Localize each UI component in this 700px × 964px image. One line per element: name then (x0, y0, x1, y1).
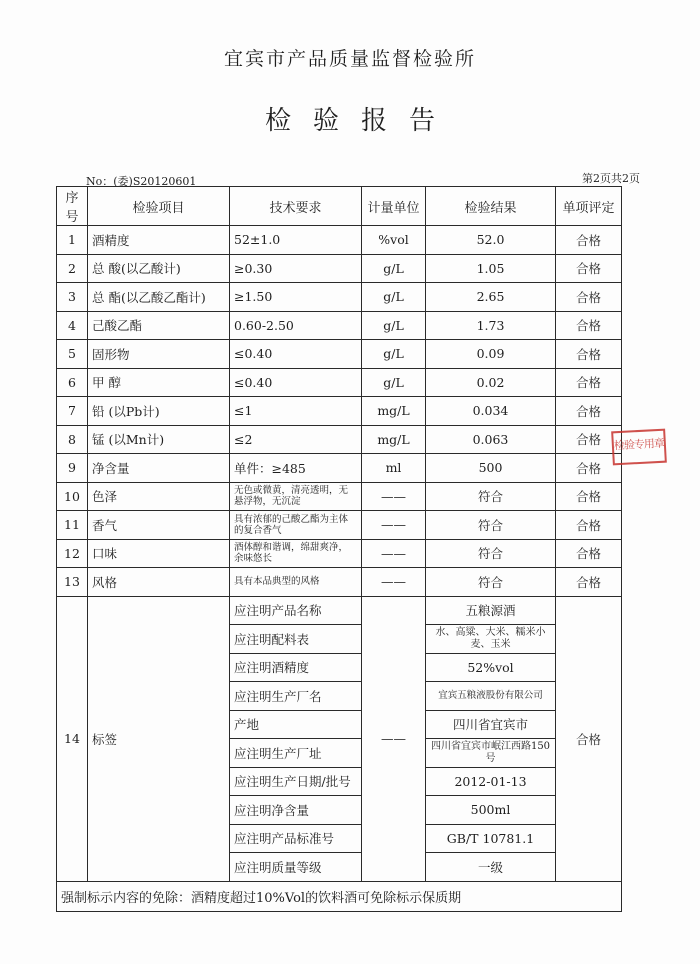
row-requirement: ≤0.40 (230, 340, 362, 369)
row-number: 9 (57, 454, 88, 483)
row-item: 己酸乙酯 (88, 311, 230, 340)
label-requirement: 应注明生产厂址 (230, 739, 362, 768)
col-header-no: 序号 (57, 187, 88, 226)
row-result: 500 (426, 454, 556, 483)
row-evaluation: 合格 (556, 596, 622, 881)
label-requirement: 应注明生产厂名 (230, 682, 362, 711)
row-unit: —— (362, 482, 426, 511)
row-result: 0.063 (426, 425, 556, 454)
row-result: 符合 (426, 482, 556, 511)
label-result: 500ml (426, 796, 556, 825)
row-evaluation: 合格 (556, 482, 622, 511)
label-result: 52%vol (426, 653, 556, 682)
row-number: 6 (57, 368, 88, 397)
col-header-evaluation: 单项评定 (556, 187, 622, 226)
row-unit: ml (362, 454, 426, 483)
page-indicator: 第2页共2页 (582, 172, 640, 185)
row-unit: —— (362, 596, 426, 881)
row-result: 0.09 (426, 340, 556, 369)
row-unit: g/L (362, 283, 426, 312)
table-header-row (57, 187, 622, 226)
label-result: 五粮源酒 (426, 596, 556, 625)
col-header-result: 检验结果 (426, 187, 556, 226)
row-item: 标签 (88, 596, 230, 881)
table-row (57, 368, 622, 397)
row-number: 4 (57, 311, 88, 340)
row-item: 总 酸(以乙酸计) (88, 254, 230, 283)
row-item: 酒精度 (88, 226, 230, 255)
row-number: 2 (57, 254, 88, 283)
report-number: No：(委)S20120601 (86, 175, 197, 188)
row-unit: g/L (362, 340, 426, 369)
row-result: 0.034 (426, 397, 556, 426)
row-unit: mg/L (362, 425, 426, 454)
organization-name: 宜宾市产品质量监督检验所 (223, 48, 476, 70)
row-number: 8 (57, 425, 88, 454)
row-requirement: 0.60-2.50 (230, 311, 362, 340)
row-evaluation: 合格 (556, 454, 622, 483)
row-evaluation: 合格 (556, 568, 622, 597)
row-unit: mg/L (362, 397, 426, 426)
row-requirement: 52±1.0 (230, 226, 362, 255)
col-header-requirement: 技术要求 (230, 187, 362, 226)
inspection-table (56, 186, 622, 912)
row-requirement: 具有浓郁的己酸乙酯为主体的复合香气 (230, 511, 362, 540)
row-requirement: 具有本品典型的风格 (230, 568, 362, 597)
col-header-unit: 计量单位 (362, 187, 426, 226)
row-result: 1.73 (426, 311, 556, 340)
row-number: 7 (57, 397, 88, 426)
label-requirement: 产地 (230, 710, 362, 739)
row-number: 5 (57, 340, 88, 369)
exemption-row (57, 881, 622, 911)
row-evaluation: 合格 (556, 226, 622, 255)
table-row (57, 311, 622, 340)
row-result: 符合 (426, 511, 556, 540)
table-row (57, 454, 622, 483)
table-row (57, 283, 622, 312)
row-result: 52.0 (426, 226, 556, 255)
row-item: 铅 (以Pb计) (88, 397, 230, 426)
row-requirement: ≤0.40 (230, 368, 362, 397)
row-evaluation: 合格 (556, 425, 622, 454)
label-requirement: 应注明生产日期/批号 (230, 767, 362, 796)
row-requirement: ≥1.50 (230, 283, 362, 312)
label-entry-row (57, 596, 622, 625)
row-unit: —— (362, 539, 426, 568)
row-evaluation: 合格 (556, 539, 622, 568)
row-item: 锰 (以Mn计) (88, 425, 230, 454)
row-item: 色泽 (88, 482, 230, 511)
row-item: 固形物 (88, 340, 230, 369)
label-requirement: 应注明酒精度 (230, 653, 362, 682)
table-row (57, 511, 622, 540)
table-row (57, 226, 622, 255)
row-unit: g/L (362, 368, 426, 397)
row-unit: g/L (362, 254, 426, 283)
label-result: 一级 (426, 853, 556, 882)
inspection-stamp: 检验专用章 (611, 429, 667, 466)
row-evaluation: 合格 (556, 311, 622, 340)
row-evaluation: 合格 (556, 283, 622, 312)
row-evaluation: 合格 (556, 397, 622, 426)
row-number: 11 (57, 511, 88, 540)
row-unit: —— (362, 568, 426, 597)
row-result: 1.05 (426, 254, 556, 283)
report-title: 检验报告 (264, 106, 457, 136)
table-row (57, 340, 622, 369)
table-row (57, 568, 622, 597)
row-requirement: ≥0.30 (230, 254, 362, 283)
row-number: 3 (57, 283, 88, 312)
table-row (57, 254, 622, 283)
row-unit: g/L (362, 311, 426, 340)
label-result: GB/T 10781.1 (426, 824, 556, 853)
row-requirement: 酒体醇和谐调，绵甜爽净，余味悠长 (230, 539, 362, 568)
label-requirement: 应注明净含量 (230, 796, 362, 825)
row-number: 14 (57, 596, 88, 881)
row-number: 1 (57, 226, 88, 255)
label-result: 四川省宜宾市岷江西路150号 (426, 739, 556, 768)
col-header-item: 检验项目 (88, 187, 230, 226)
row-result: 符合 (426, 568, 556, 597)
row-result: 符合 (426, 539, 556, 568)
label-requirement: 应注明质量等级 (230, 853, 362, 882)
row-result: 0.02 (426, 368, 556, 397)
row-number: 13 (57, 568, 88, 597)
row-number: 12 (57, 539, 88, 568)
table-row (57, 397, 622, 426)
row-number: 10 (57, 482, 88, 511)
row-evaluation: 合格 (556, 340, 622, 369)
row-item: 净含量 (88, 454, 230, 483)
row-item: 总 酯(以乙酸乙酯计) (88, 283, 230, 312)
row-requirement: 无色或微黄，清亮透明，无悬浮物，无沉淀 (230, 482, 362, 511)
row-evaluation: 合格 (556, 511, 622, 540)
row-unit: —— (362, 511, 426, 540)
exemption-note: 强制标示内容的免除：酒精度超过10%Vol的饮料酒可免除标示保质期 (57, 881, 622, 911)
table-row (57, 425, 622, 454)
table-row (57, 539, 622, 568)
label-result: 宜宾五粮液股份有限公司 (426, 682, 556, 711)
row-requirement: ≤2 (230, 425, 362, 454)
label-result: 四川省宜宾市 (426, 710, 556, 739)
label-result: 水、高粱、大米、糯米小麦、玉米 (426, 625, 556, 654)
row-unit: %vol (362, 226, 426, 255)
label-requirement: 应注明配料表 (230, 625, 362, 654)
label-result: 2012-01-13 (426, 767, 556, 796)
row-item: 口味 (88, 539, 230, 568)
row-requirement: 单件：≥485 (230, 454, 362, 483)
label-requirement: 应注明产品标准号 (230, 824, 362, 853)
row-item: 香气 (88, 511, 230, 540)
row-item: 甲 醇 (88, 368, 230, 397)
row-requirement: ≤1 (230, 397, 362, 426)
table-row (57, 482, 622, 511)
label-requirement: 应注明产品名称 (230, 596, 362, 625)
row-item: 风格 (88, 568, 230, 597)
row-evaluation: 合格 (556, 368, 622, 397)
row-result: 2.65 (426, 283, 556, 312)
row-evaluation: 合格 (556, 254, 622, 283)
